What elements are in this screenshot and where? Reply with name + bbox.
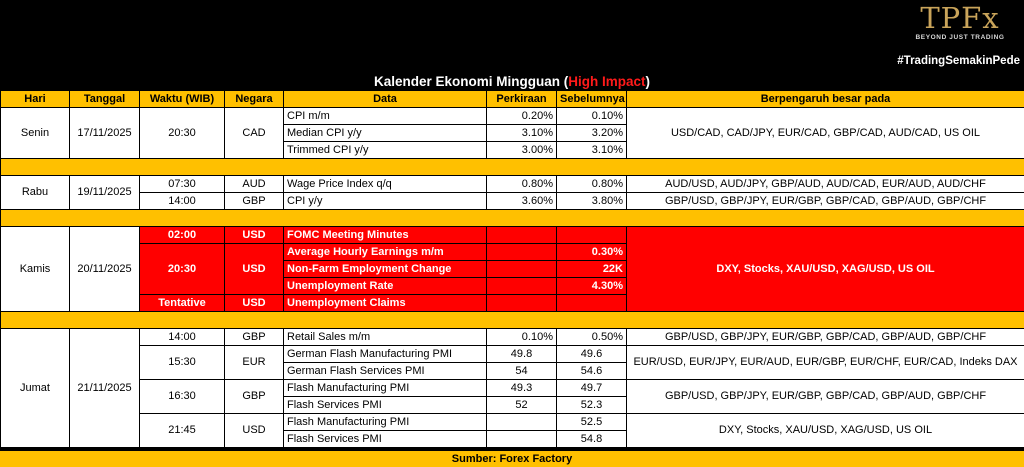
date-cell: 21/11/2025: [70, 329, 140, 448]
separator-row: [1, 312, 1024, 329]
forecast-cell: [487, 278, 557, 295]
day-cell: Kamis: [1, 227, 70, 312]
country-cell: USD: [225, 244, 284, 295]
previous-cell: 54.6: [557, 363, 627, 380]
forecast-cell: [487, 431, 557, 448]
data-cell: Wage Price Index q/q: [284, 176, 487, 193]
calendar-table: [0, 90, 1024, 448]
data-cell: Median CPI y/y: [284, 125, 487, 142]
affects-cell: EUR/USD, EUR/JPY, EUR/AUD, EUR/GBP, EUR/CHF, EUR/CAD, Indeks DAX: [627, 346, 1024, 380]
previous-cell: 54.8: [557, 431, 627, 448]
forecast-cell: 3.00%: [487, 142, 557, 159]
date-cell: 20/11/2025: [70, 227, 140, 312]
data-cell: Unemployment Rate: [284, 278, 487, 295]
previous-cell: 49.6: [557, 346, 627, 363]
data-cell: CPI m/m: [284, 108, 487, 125]
table-row: [1, 329, 1024, 346]
previous-cell: 49.7: [557, 380, 627, 397]
data-cell: German Flash Manufacturing PMI: [284, 346, 487, 363]
date-cell: 19/11/2025: [70, 176, 140, 210]
previous-cell: 3.10%: [557, 142, 627, 159]
country-cell: USD: [225, 295, 284, 312]
previous-cell: [557, 227, 627, 244]
previous-cell: 3.20%: [557, 125, 627, 142]
date-cell: 17/11/2025: [70, 108, 140, 159]
title-suffix: ): [645, 74, 651, 89]
time-cell: 14:00: [140, 329, 225, 346]
calendar-table-wrap: [0, 90, 1024, 448]
header-berpengaruh: Berpengaruh besar pada: [627, 91, 1024, 108]
separator-cell: [1, 159, 1024, 176]
affects-cell: DXY, Stocks, XAU/USD, XAG/USD, US OIL: [627, 414, 1024, 448]
country-cell: GBP: [225, 380, 284, 414]
data-cell: German Flash Services PMI: [284, 363, 487, 380]
country-cell: USD: [225, 227, 284, 244]
affects-cell: GBP/USD, GBP/JPY, EUR/GBP, GBP/CAD, GBP/AUD, GBP/CHF: [627, 193, 1024, 210]
time-cell: 15:30: [140, 346, 225, 380]
logo-mark: TPFx: [920, 1, 1000, 35]
table-row: [1, 346, 1024, 363]
header-negara: Negara: [225, 91, 284, 108]
time-cell: Tentative: [140, 295, 225, 312]
time-cell: 07:30: [140, 176, 225, 193]
data-cell: Flash Manufacturing PMI: [284, 414, 487, 431]
time-cell: 20:30: [140, 108, 225, 159]
page-title: [0, 73, 1024, 90]
table-row: [1, 227, 1024, 244]
forecast-cell: [487, 414, 557, 431]
previous-cell: 0.10%: [557, 108, 627, 125]
forecast-cell: 3.60%: [487, 193, 557, 210]
data-cell: FOMC Meeting Minutes: [284, 227, 487, 244]
time-cell: 02:00: [140, 227, 225, 244]
table-row: [1, 380, 1024, 397]
day-cell: Senin: [1, 108, 70, 159]
table-row: [1, 193, 1024, 210]
logo-tagline: BEYOND JUST TRADING: [915, 34, 1005, 41]
table-row: [1, 108, 1024, 125]
forecast-cell: 52: [487, 397, 557, 414]
country-cell: USD: [225, 414, 284, 448]
previous-cell: 22K: [557, 261, 627, 278]
country-cell: GBP: [225, 193, 284, 210]
header-data: Data: [284, 91, 487, 108]
country-cell: EUR: [225, 346, 284, 380]
affects-cell: USD/CAD, CAD/JPY, EUR/CAD, GBP/CAD, AUD/CAD, US OIL: [627, 108, 1024, 159]
forecast-cell: 49.3: [487, 380, 557, 397]
forecast-cell: [487, 295, 557, 312]
previous-cell: 0.50%: [557, 329, 627, 346]
day-cell: Jumat: [1, 329, 70, 448]
time-cell: 20:30: [140, 244, 225, 295]
header-perkiraan: Perkiraan: [487, 91, 557, 108]
separator-row: [1, 210, 1024, 227]
header-hari: Hari: [1, 91, 70, 108]
forecast-cell: 0.20%: [487, 108, 557, 125]
forecast-cell: 3.10%: [487, 125, 557, 142]
previous-cell: 0.80%: [557, 176, 627, 193]
time-cell: 14:00: [140, 193, 225, 210]
data-cell: Flash Services PMI: [284, 397, 487, 414]
header-row: [1, 91, 1024, 108]
header-waktu: Waktu (WIB): [140, 91, 225, 108]
table-row: [1, 176, 1024, 193]
separator-row: [1, 159, 1024, 176]
source-footer: Sumber: Forex Factory: [0, 450, 1024, 467]
top-banner: [0, 0, 1024, 73]
title-highlight: High Impact: [568, 74, 646, 89]
affects-cell: AUD/USD, AUD/JPY, GBP/AUD, AUD/CAD, EUR/AUD, AUD/CHF: [627, 176, 1024, 193]
data-cell: Trimmed CPI y/y: [284, 142, 487, 159]
data-cell: Unemployment Claims: [284, 295, 487, 312]
affects-cell: GBP/USD, GBP/JPY, EUR/GBP, GBP/CAD, GBP/AUD, GBP/CHF: [627, 329, 1024, 346]
header-sebelumnya: Sebelumnya: [557, 91, 627, 108]
brand-logo: [912, 2, 1008, 41]
time-cell: 21:45: [140, 414, 225, 448]
data-cell: Non-Farm Employment Change: [284, 261, 487, 278]
previous-cell: 3.80%: [557, 193, 627, 210]
header-tanggal: Tanggal: [70, 91, 140, 108]
data-cell: Average Hourly Earnings m/m: [284, 244, 487, 261]
country-cell: GBP: [225, 329, 284, 346]
data-cell: Flash Services PMI: [284, 431, 487, 448]
country-cell: AUD: [225, 176, 284, 193]
data-cell: Retail Sales m/m: [284, 329, 487, 346]
title-prefix: Kalender Ekonomi Mingguan (: [373, 74, 569, 89]
time-cell: 16:30: [140, 380, 225, 414]
table-row: [1, 414, 1024, 431]
separator-cell: [1, 312, 1024, 329]
forecast-cell: 0.10%: [487, 329, 557, 346]
previous-cell: 4.30%: [557, 278, 627, 295]
forecast-cell: [487, 227, 557, 244]
previous-cell: [557, 295, 627, 312]
previous-cell: 0.30%: [557, 244, 627, 261]
forecast-cell: [487, 244, 557, 261]
forecast-cell: 54: [487, 363, 557, 380]
country-cell: CAD: [225, 108, 284, 159]
data-cell: Flash Manufacturing PMI: [284, 380, 487, 397]
data-cell: CPI y/y: [284, 193, 487, 210]
affects-cell: DXY, Stocks, XAU/USD, XAG/USD, US OIL: [627, 227, 1024, 312]
previous-cell: 52.3: [557, 397, 627, 414]
hashtag: #TradingSemakinPede: [897, 55, 1020, 67]
separator-cell: [1, 210, 1024, 227]
forecast-cell: 49.8: [487, 346, 557, 363]
day-cell: Rabu: [1, 176, 70, 210]
affects-cell: GBP/USD, GBP/JPY, EUR/GBP, GBP/CAD, GBP/AUD, GBP/CHF: [627, 380, 1024, 414]
forecast-cell: 0.80%: [487, 176, 557, 193]
forecast-cell: [487, 261, 557, 278]
previous-cell: 52.5: [557, 414, 627, 431]
